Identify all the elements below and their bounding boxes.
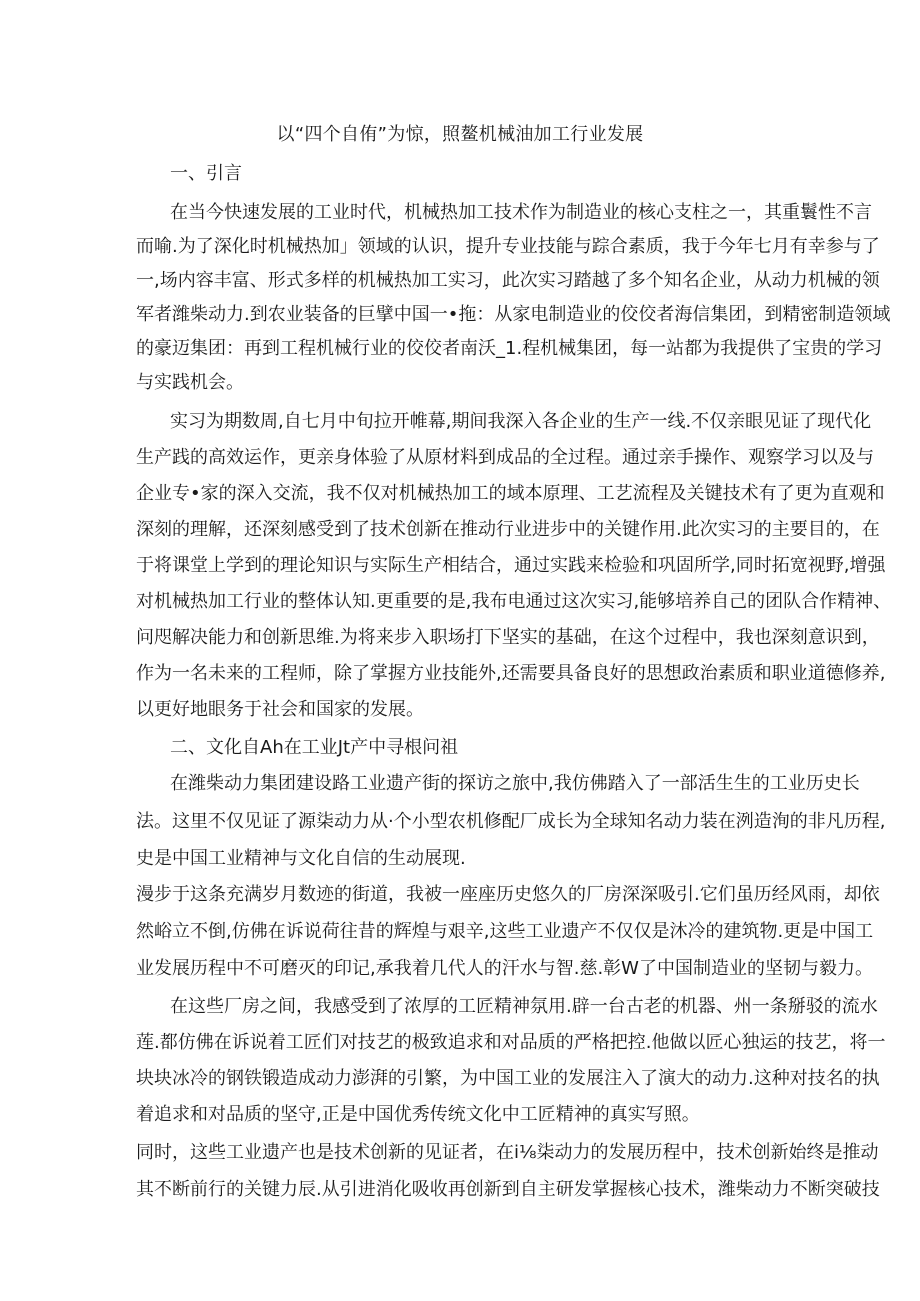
paragraph-line: 同时，这些工业遗产也是技术创新的见证者，在i⅛柒动力的发展历程中，技术创新始终是推动 <box>136 1142 879 1163</box>
paragraph-line: 生产践的高效运作，更亲身体验了从原材料到成品的全过程。通过亲手操作、观察学习以及与 <box>136 447 874 468</box>
paragraph-line: 问咫解决能力和创新思维.为将来步入职场打下坚实的基础，在这个过程中，我也深刻意识到， <box>136 627 880 648</box>
paragraph-line: 在当今快速发展的工业时代，机械热加工技术作为制造业的核心支柱之一，其重鬟性不言 <box>170 202 872 223</box>
paragraph-line: 块块冰冷的钢铁锻造成动力澎湃的引繁，为中国工业的发展注入了演大的动力.这种对技名的执 <box>136 1068 880 1089</box>
paragraph-line: 业发展历程中不可磨灭的印记,承我着几代人的汗水与智.慈.彰W了中国制造业的坚韧与毅力。 <box>136 958 873 979</box>
paragraph-line: 在潍柴动力集团建设路工业遗产街的探访之旅中,我仿佛踏入了一部活生生的工业历史长 <box>170 773 860 794</box>
paragraph-line: 企业专•家的深入交流，我不仅对机械热加工的域本原理、工艺流程及关键技术有了更为直观和 <box>136 483 885 504</box>
section-heading-introduction: 一、引言 <box>170 163 242 184</box>
section-heading-culture: 二、文化自Ah在工业Jt产中寻根问祖 <box>170 737 459 758</box>
paragraph-line: 着追求和对品质的坚守,正是中国优秀传统文化中工匠精神的真实写照。 <box>136 1104 700 1125</box>
paragraph-line: 其不断前行的关键力辰.从引进消化吸收再创新到自主研发掌握核心技术，潍柴动力不断突破技 <box>136 1179 880 1200</box>
paragraph-line: 以更好地眼务于社会和国家的发展。 <box>136 699 424 720</box>
paragraph-line: 实习为期数周,自七月中旬拉开帷幕,期间我深入各企业的生产一线.不仅亲眼见证了现代化 <box>170 411 872 432</box>
paragraph-line: 在这些厂房之间，我感受到了浓厚的工匠精神氛用.辟一台古老的机器、州一条掰驳的流水 <box>170 996 878 1017</box>
paragraph-line: 而喻.为了深化时机械热加」领域的认识，提升专业技能与踪合素质，我于今年七月有幸参与了 <box>136 236 880 257</box>
paragraph-line: 于将课堂上学到的理论知识与实际生产相结合，通过实践来检验和巩固所学,同时拓宽视野,增强 <box>136 555 886 576</box>
paragraph-line: 然峪立不倒,仿佛在诉说荷往昔的辉煌与艰辛,这些工业遗产不仅仅是沐冷的建筑物.更是中国工 <box>136 921 874 942</box>
paragraph-line: 法。这里不仅见证了源柒动力从·个小型农机修配厂成长为全球知名动力装在洌造洵的非凡历程, <box>136 811 886 832</box>
paragraph-line: 与实践机会。 <box>136 372 244 393</box>
paragraph-line: 对机械热加工行业的整体认知.更重要的是,我布电通过这次实习,能够培养自己的团队合作精神、 <box>136 591 892 612</box>
paragraph-line: 史是中国工业精神与文化自信的生动展现. <box>136 848 466 869</box>
paragraph-line: 深刻的理解，还深刻感受到了技术创新在推动行业进步中的关键作用.此次实习的主要目的，在 <box>136 519 880 540</box>
document-title: 以“四个自侑”为惊，照鳌机械油加工行业发展 <box>276 124 644 145</box>
paragraph-line: 作为一名未来的工程师，除了掌握方业技能外,还需要具备良好的思想政治素质和职业道德修养, <box>136 663 886 684</box>
paragraph-line: 莲.都仿佛在诉说着工匠们对技艺的极致追求和对品质的严格把控.他做以匠心独运的技艺，将一 <box>136 1032 886 1053</box>
paragraph-line: 一,场内容丰富、形式多样的机械热加工实习，此次实习踏越了多个知名企业，从动力机械的领 <box>136 270 880 291</box>
paragraph-line: 军者潍柴动力.到农业装备的巨擘中国一•拖：从家电制造业的佼佼者海信集团，到精密制造领域 <box>136 304 891 325</box>
paragraph-line: 的豪迈集团：再到工程机械行业的佼佼者南沃_1.程机械集团，每一站都为我提供了宝贵的学习 <box>136 338 883 359</box>
paragraph-line: 漫步于这条充满岁月数迹的街道，我被一座座历史悠久的厂房深深吸引.它们虽历经风雨，却依 <box>136 884 880 905</box>
